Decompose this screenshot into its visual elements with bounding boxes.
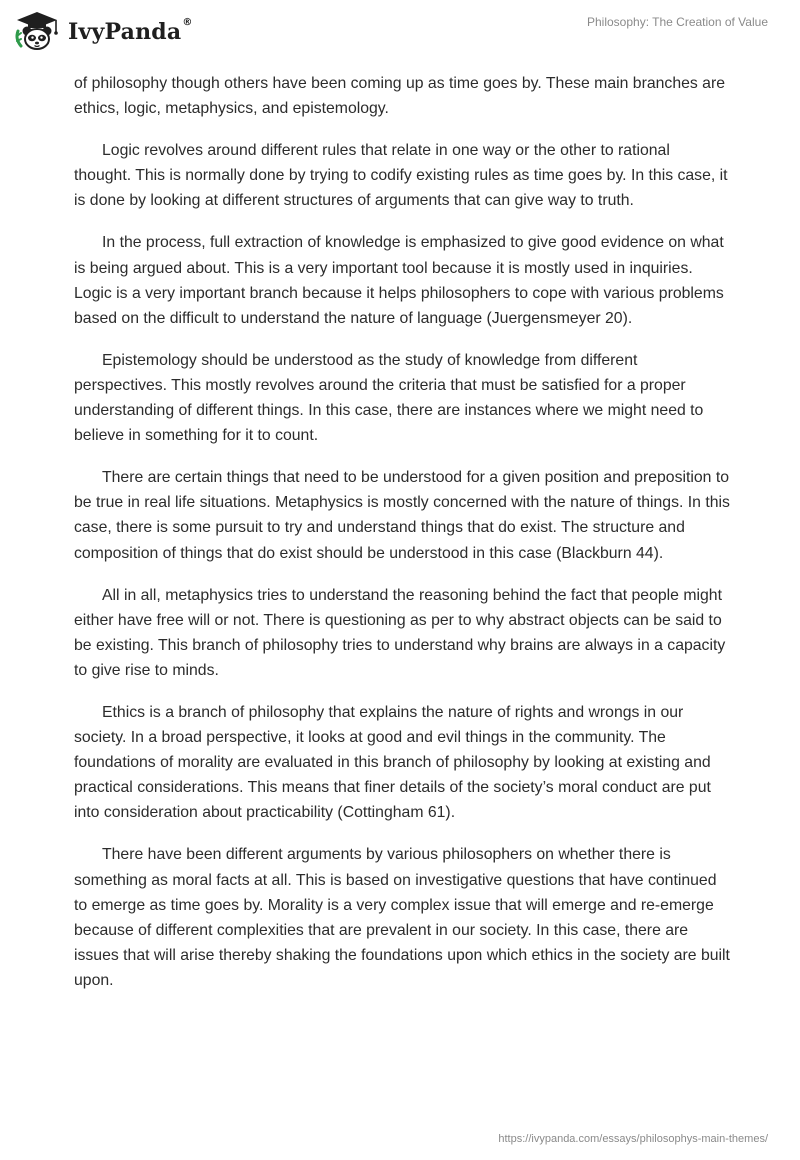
paragraph: There are certain things that need to be understood for a given position and preposition to be true in real life situations. Metaphysics is mostly concerned with the nature of things. In this case, there is some pursuit to try and understand things that do exist. The structure and composition of things that do exist should be understood in this case (Blackburn 44). bbox=[74, 469, 730, 562]
document-title: Philosophy: The Creation of Value bbox=[586, 15, 768, 29]
source-url[interactable]: https://ivypanda.com/essays/philosophys-main-themes/ bbox=[498, 1133, 768, 1145]
paragraph: Logic revolves around different rules that relate in one way or the other to rational thought. This is normally done by trying to codify existing rules as time goes by. In this case, it is done by looking at different structures of arguments that can give way to truth. bbox=[74, 142, 728, 210]
page-header bbox=[0, 0, 800, 60]
brand-logo[interactable] bbox=[12, 9, 193, 51]
paragraph: Epistemology should be understood as the study of knowledge from different perspectives. This mostly revolves around the criteria that must be satisfied for a proper understanding of different things. In this case, there are instances where we might need to believe in something for it to count. bbox=[74, 351, 704, 445]
panda-graduate-icon bbox=[12, 9, 62, 51]
essay-body bbox=[74, 71, 730, 1010]
paragraph: of philosophy though others have been coming up as time goes by. These main branches are ethics, logic, metaphysics, and epistemology. bbox=[74, 75, 726, 118]
paragraph: All in all, metaphysics tries to understand the reasoning behind the fact that people might either have free will or not. There is questioning as per to why abstract objects can be said to be existing. This branch of philosophy tries to understand why brains are always in a capacity to give rise to minds. bbox=[74, 586, 726, 679]
registered-mark: ® bbox=[182, 17, 193, 28]
paragraph: Ethics is a branch of philosophy that explains the nature of rights and wrongs in our society. In a broad perspective, it looks at good and evil things in the community. The foundations of morality are evaluated in this branch of philosophy by looking at existing and practical considerations. This means that finer details of the society’s moral conduct are put into consideration about practicability (Cottingham 61). bbox=[74, 703, 711, 822]
paragraph: There have been different arguments by various philosophers on whether there is something as moral facts at all. This is based on investigative questions that have continued to emerge as time goes by. Morality is a very complex issue that will emerge and re-emerge because of different complexities that are prevalent in our society. In this case, there are issues that will arise thereby shaking the foundations upon which ethics in the society are built upon. bbox=[74, 846, 730, 989]
brand-name: IvyPanda® bbox=[68, 17, 193, 45]
paragraph: In the process, full extraction of knowledge is emphasized to give good evidence on what is being argued about. This is a very important tool because it is mostly used in inquiries. Logic is a very important branch because it helps philosophers to cope with various problems based on the difficult to understand the nature of language (Juergensmeyer 20). bbox=[74, 234, 724, 327]
